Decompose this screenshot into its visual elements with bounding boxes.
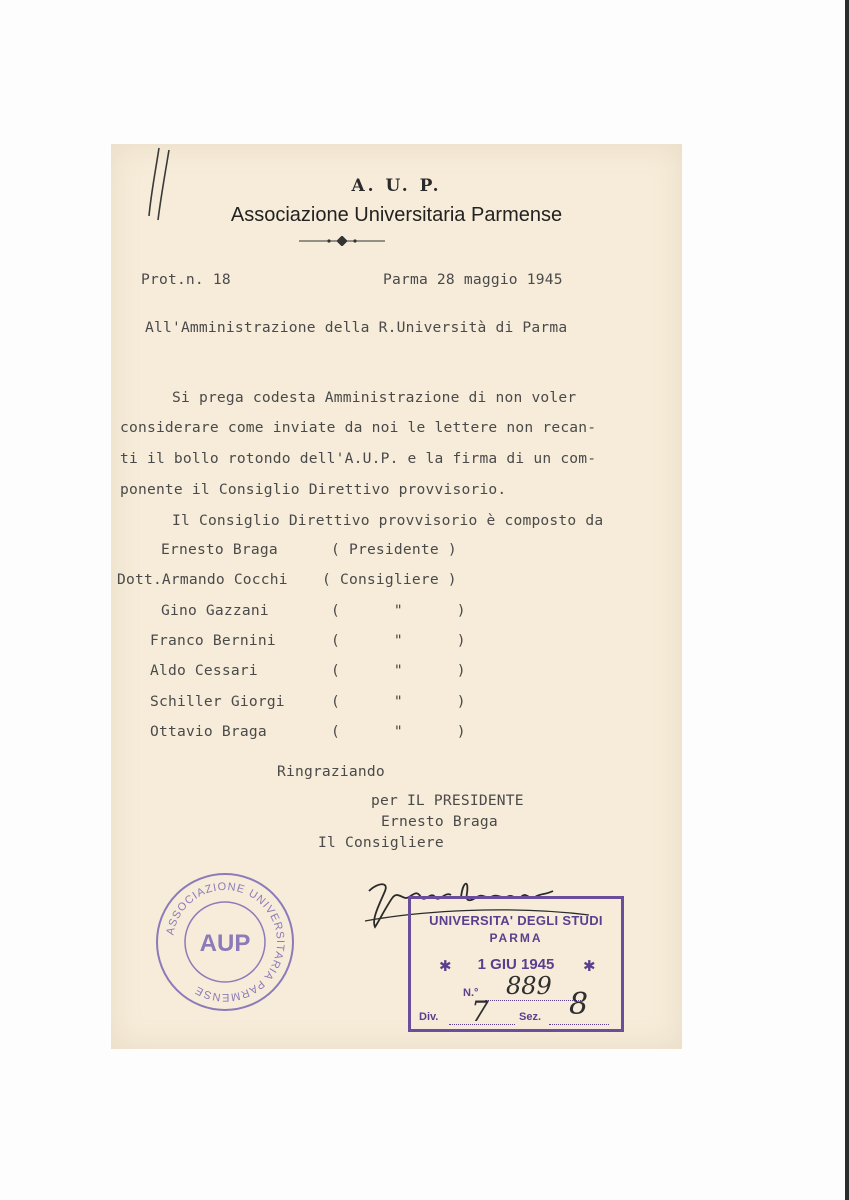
receipt-number-label: N.° [463,987,479,999]
star-icon: ✱ [439,958,452,975]
letterhead-name: Associazione Universitaria Parmense [230,204,563,226]
svg-text:AUP: AUP [199,930,251,957]
council-member-role: ( " ) [331,693,466,710]
letterhead-abbr: A. U. P. [351,176,442,196]
receipt-stamp-date: 1 GIU 1945 [477,956,555,973]
council-member-name: Aldo Cessari [150,662,258,679]
body-line: considerare come inviate da noi le lettere non recan- [120,419,597,436]
section-label: Sez. [519,1011,542,1023]
star-icon: ✱ [583,958,596,975]
section-dotted-rule [549,1024,609,1025]
council-member-role: ( " ) [331,602,466,619]
division-value: 7 [471,995,489,1028]
body-line: ponente il Consiglio Direttivo provvisorio. [120,481,507,498]
letterhead-ornament [299,236,385,246]
council-member-role: ( " ) [331,662,466,679]
council-member-name: Ottavio Braga [150,723,267,740]
council-member-role: ( Consigliere ) [322,571,457,588]
council-member-name: Schiller Giorgi [150,693,285,710]
protocol-number: Prot.n. 18 [141,271,231,288]
closing-signer-role: Il Consigliere [318,834,444,851]
aup-round-stamp [154,871,296,1013]
receipt-number-value: 889 [506,972,552,1000]
place-date: Parma 28 maggio 1945 [383,271,563,288]
body-line: Il Consiglio Direttivo provvisorio è composto da [172,512,604,529]
council-member-role: ( Presidente ) [331,541,457,558]
body-line: Si prega codesta Amministrazione di non voler [172,389,577,406]
division-label: Div. [419,1011,439,1023]
university-receipt-stamp [408,896,624,1032]
council-member-role: ( " ) [331,632,466,649]
section-value: 8 [569,987,589,1022]
closing-president-name: Ernesto Braga [381,813,498,830]
closing-thanks: Ringraziando [277,763,385,780]
council-member-name: Franco Bernini [150,632,276,649]
letter-page [111,144,682,1049]
scan-edge [845,0,849,1200]
receipt-stamp-title: UNIVERSITA' DEGLI STUDI [429,913,603,928]
recipient: All'Amministrazione della R.Università di Parma [145,319,568,336]
council-member-name: Dott.Armando Cocchi [117,571,288,588]
svg-text:ASSOCIAZIONE UNIVERSITARIA PAR: ASSOCIAZIONE UNIVERSITARIA PARMENSE [164,880,287,1004]
division-dotted-rule [449,1024,515,1025]
council-member-name: Ernesto Braga [161,541,278,558]
closing-for-president: per IL PRESIDENTE [371,792,524,809]
council-member-role: ( " ) [331,723,466,740]
receipt-stamp-city: PARMA [489,931,543,945]
number-dotted-rule [485,1000,581,1001]
council-member-name: Gino Gazzani [161,602,269,619]
body-line: ti il bollo rotondo dell'A.U.P. e la firma di un com- [120,450,597,467]
